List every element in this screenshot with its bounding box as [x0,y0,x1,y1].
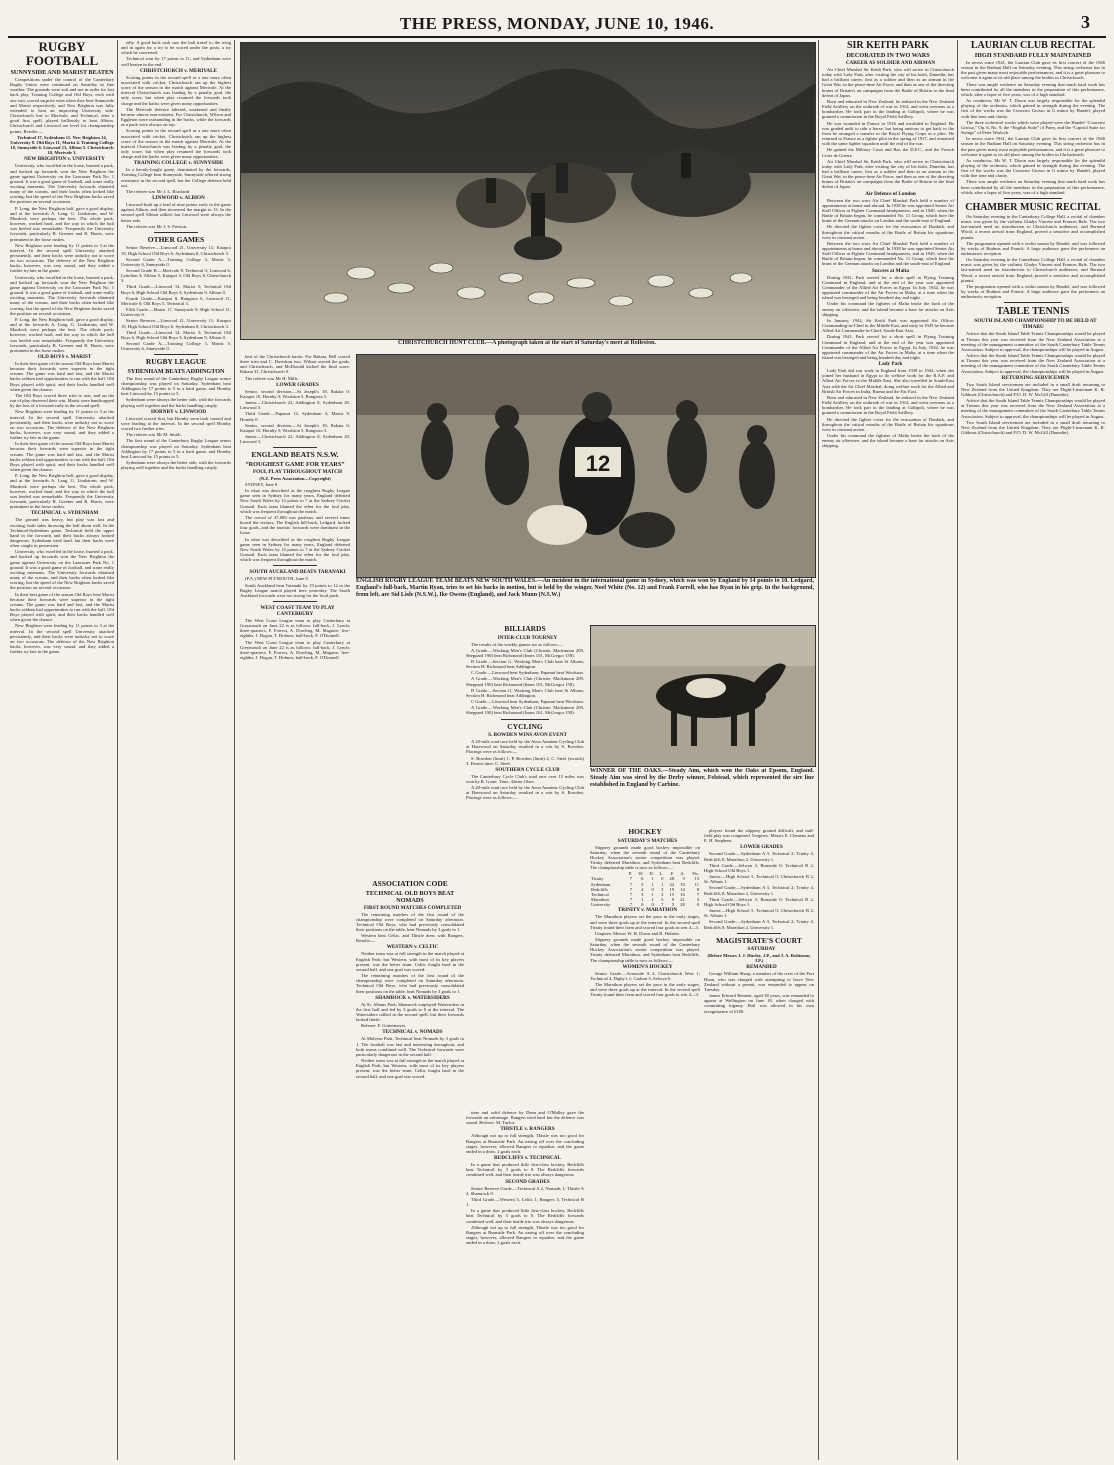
article-paragraph: In their best game of the season Old Boys beat Marist because their forwards were superior in the tight scrums. The game was hard and fast, and the Marist backs seldom had opportunities to run with the ball. Old Boys played with spirit, and their backs handled well when given the chance. [10,360,114,392]
photo-caption-rugby-league: ENGLISH RUGBY LEAGUE TEAM BEATS NEW SOUTH WALES.—An incident in the international game in Sydney, which was won by England by 14 points to 10. Ledgard, England's full-back, Martin Ryan, tries to set his backs in motion, but is held by the winger, Noel White (No. 12) and Frank Farrell, who has Ryan in his grip. In the background, from left, are Sid Lisle (N.S.W.), Ike Owens (England), and Jack Munn (N.S.W.) [356,578,814,598]
article-paragraph: The crowd of 47,000 was partisan, and several times booed the visitors. The English full-back, Ledgard, kicked four goals, and the tourists' forwards were dominant in the loose. [240,514,350,536]
table-header-cell: Pts. [692,871,699,877]
table-cell: 3 [661,886,664,892]
article-paragraph: time and solid defence by Dean and O'Malley gave the forwards an advantage. Rangers tried hard but the defence was sound. Referee: M. Taylor. [466,1110,584,1126]
headline-association-code: ASSOCIATION CODE [372,880,448,888]
results-paragraph: Senior Grade.—Avonside A 2, Christchurch West 1; Technical 4, Digby's 1; Carlton 3, Selwyn 0. [590,970,700,981]
results-paragraph: Senior Reserve.—Linwood 21, University 11; Kaiapoi 19, High School Old Boys 6; Sydenham 8, Christchurch 3. [121,245,231,256]
article-paragraph: Scoring points in the second spell at a rate more often associated with cricket, Christchurch ran up the highest score of the season in the match against Merivale. At the interval Christchurch was leading by a penalty goal, the only score; but when play resumed the forwards took charge and the backs were given many opportunities. [121,128,231,160]
article-paragraph: Under his command the fighters of Malta broke the back of the enemy air offensive, and the island became a base for attacks on Axis shipping. [822,433,954,449]
results-paragraph: Senior, second division.—St Joseph's 18, Rakaia 0; Kaiapoi 10, Hornby 3; Woolston 5, Rangiora 3. [240,388,350,399]
article-paragraph: Neither team was at full strength in the match played at English Park; but Western, with most of its key players present, was the better team. Celtic fought hard in the second half, and one goal was scored. [356,951,464,972]
subhead-saturday: SATURDAY [747,946,776,953]
table-cell: 1 [651,897,654,903]
match-subhead: CHRISTCHURCH v. MERIVALE [139,67,217,74]
column-sir-keith-park [822,40,954,1460]
article-paragraph: New Brighton were leading by 11 points to 3 at the interval. In the second spell University attacked persistently, and their backs were unlucky not to score on two occasions. The defence of the New Brighton backs, however, was very sound, and they added a further try late in the game. [10,409,114,441]
results-list: Technical 17, Sydenham 11. New Brighton 14, University 8. Old Boys 11, Marist 4. Training College 10, Sunnyside 6. Linwood 13, Albion 5. Christchurch 10, Merivale 3. [10,134,114,156]
article-paragraph: The referee was Mr J. S. Preston. [126,223,188,229]
article-paragraph: Slippery grounds made good hockey impossible on Saturday, when the seventh round of the Canterbury Hockey Association's senior competition was played. Trinity defeated Marathon, and Sydenham beat Redcliffs. The championship table is now as follows:— [590,844,700,871]
article-paragraph: In recess since 1941, the Laurian Club gave its first concert of the 1946 season in the Radiant Hall on Saturday evening. This string orchestra has in the past given many most enjoyable performances, and it is a great pleasure to welcome it again to its old place among the bodies in Christchurch. [961,136,1105,157]
headline-rugby-football: RUGBY FOOTBALL [25,40,99,68]
table-cell: 4 [641,886,644,892]
results-paragraph: Second Grade B.—Merivale 8, Technical 3; Linwood 6, Lyttelton 3; Albion 5, Kaiapoi 3; Old Boys 8, Christchurch 3. [121,267,231,284]
table-cell: 7 [629,876,632,882]
article-paragraph: The three orchestral works which were played were the Handel “Concerto Grosso,” Op. 6, No. 9, the “English Suite” of Parry, and the “Capriol Suite for Strings” of Peter Warlock. [961,119,1105,136]
subhead-technical-old-boys: TECHNICAL OLD BOYS BEAT NOMADS [365,889,455,904]
table-cell: 0 [651,886,654,892]
divider [737,933,781,934]
subhead-air-defence: Air Defence of London [865,190,916,197]
table-cell: 11 [694,881,699,887]
press-association-credit: (N.Z. Press Association—Copyright) [259,475,331,481]
article-paragraph: There was ample evidence on Saturday evening that much hard work has been contributed by all the members in the preparation of this performance, which, after a lapse of five years, was of a high standard. [961,179,1105,195]
match-subhead: TECHNICAL v. NOMADS [382,1029,443,1036]
table-header-cell: W. [638,871,644,877]
divider [154,354,198,355]
table-cell: 5 [661,897,664,903]
table-cell: 21 [680,897,685,903]
magistrates-names: (Before Messrs J. J. Hurley, J.P., and J. A. Robinson, J.P.) [707,953,811,964]
match-subhead: WOMEN'S HOCKEY [622,963,673,970]
match-subhead: TECHNICAL v. SYDENHAM [30,510,99,517]
table-cell: 7 [661,902,664,908]
article-paragraph: A 20-mile road race held by the Avon Amateur Cycling Club at Harewood on Saturday resulted in a win by S. Bowden. Placings were as follows:— [466,739,584,755]
article-paragraph: The remaining matches of the first round of the championship were completed on Saturday afternoon. Technical Old Boys, who had previously consolidated their positions on the table, beat Nomads by 3 goals to 1. [356,911,464,932]
article-paragraph: The first round of the Canterbury Rugby League senior championship was played on Saturday. Sydenham beat Addington by 17 points to 5 in a hard game, and Hornby beat Linwood by 15 points to 5. [121,375,231,397]
article-paragraph: The Marathon players set the pace in the early stages, and were three goals up at the interval. In the second spell Trinity found their form and scored four goals to win 4—3. [590,914,700,930]
article-paragraph: Lady Park did war work in England from 1939 to 1944, when she joined her husband in Egypt to do welfare work for the R.A.F. and Allied Air Forces in the Middle East. She also travelled in South-East Asia with the Air Chief Marshal, doing welfare work for the Allied and British Air Forces in India, Burma and the Far East. [822,368,954,394]
article-paragraph: University, who excelled in the loose, hurried a pack, and backed up forwards won the New Brighton the game against University on the Lancaster Park No. 1 ground. It was a good game of football, and some really exciting moments. The University forwards obtained many of the scrums, and their backs often looked like scoring; but the speed of the New Brighton backs saved the position on several occasions. [10,163,114,205]
photo-caption-hunt-club: CHRISTCHURCH HUNT CLUB.—A photograph taken at the start of Saturday's meet at Rolleston. [398,340,656,346]
headline-table-tennis: TABLE TENNIS [996,306,1070,318]
article-paragraph: Neither team was at full strength in the match played at English Park; but Western, with most of its key players present, was the better team. Celtic fought hard in the second half, and one goal was scored. [356,1058,464,1079]
match-subhead: HORNBY v. LINWOOD [150,408,206,415]
column-rule [117,40,118,1460]
subhead-sunnyside-marist: SUNNYSIDE AND MARIST BEATEN [10,69,114,76]
article-paragraph: Linwood built up a lead of nine points early in the game against Albion, and then increased the margin to 13. In the second spell Albion rallied, but Linwood were always the better side. [121,202,231,223]
headline-laurian-club: LAURIAN CLUB RECITAL [970,40,1096,51]
match-subhead: SOUTHERN CYCLE CLUB [495,766,560,773]
article-paragraph: Between the two wars Air Chief Marshal Park held a number of appointments at home and abroad. In 1938 he was appointed Senior Air Staff Officer at Fighter Command headquarters, and in 1940, when the Battle of Britain began, he commanded No. 11 Group, which bore the brunt of the German attacks on London and the south-east of England. [822,240,954,267]
results-paragraph: Third Grade.—Selwyn 3, Burnside 0; Technical B 2, High School Old Boys 1. [704,896,814,907]
column-association-continued [466,1110,584,1455]
table-cell: 7 [629,886,632,892]
article-paragraph: At St. Albans Park, Shamrock outplayed Watersiders in the first half and led by 3 goals to 0 at the interval. The Watersiders rallied in the second spell, but their forwards lacked finish. [356,1001,464,1023]
table-cell: 0 [641,902,644,908]
article-paragraph: edly. A good back rush saw the ball travel to the wing and in again for a try to be scored under the posts, a try which he converted. [121,40,231,56]
table-cell: 9 [671,897,675,903]
article-paragraph: New Brighton were leading by 11 points to 3 at the interval. In the second spell University attacked persistently, and their backs were unlucky not to score on two occasions. The defence of the New Brighton backs, however, was very sound, and they added a further try late in the game. [10,242,114,274]
divider [273,565,317,566]
table-cell: 0 [661,876,664,882]
article-paragraph: New Brighton were leading by 11 points to 3 at the interval. In the second spell University attacked persistently, and their backs were unlucky not to score on two occasions. The defence of the New Brighton backs, however, was very sound, and they added a further try late in the game. [10,623,114,655]
table-cell: 3 [696,897,699,903]
table-cell: 7 [629,891,632,897]
table-cell: 1 [641,897,644,903]
article-paragraph: In their best game of the season Old Boys beat Marist because their forwards were superior in the tight scrums. The game was hard and fast, and the Marist backs seldom had opportunities to run with the ball. Old Boys played with spirit, and their backs handled well when given the chance. [10,441,114,473]
photo-rugby-league [356,354,816,578]
table-cell: 5 [641,881,644,887]
article-paragraph: Sydenham were always the better side, with the forwards playing well together and the backs handling crisply. [121,397,231,408]
article-paragraph: The programme opened with a violin sonata by Handel, and was followed by works of Brahms and Franck. A large audience gave the performers an enthusiastic reception. [961,240,1105,256]
article-paragraph: Advice that the South Island Table Tennis Championships would be played at Timaru this year was received from the New Zealand Association at a meeting of the management committee of the South Canterbury Table Tennis Association. Subject to approval, the championships will be played in August. [961,398,1105,419]
article-paragraph: He was wounded in France in 1916 and invalided to England. He was graded unfit to ride a horse, but being anxious to get back to the front he arranged a transfer to the Royal Flying Corps as a pilot. He returned to France as a fighter pilot in the spring of 1917, and remained with the same fighter squadron until the end of the war. [822,120,954,147]
table-cell: 28 [669,876,675,882]
table-cell: 7 [629,902,632,908]
article-paragraph: The referee was Mr H. Mills. [245,375,299,381]
article-paragraph: Under his command the fighters of Malta broke the back of the enemy air offensive, and the island became a base for attacks on Axis shipping. [822,301,954,317]
column-magistrates-court [704,828,814,1455]
article-paragraph: Competitions under the control of the Canterbury Rugby Union were continued on Saturday in fine weather. The grounds were soft and not in order for fast back play. Training College and Old Boys, each with one win, scored surprise wins when they beat Sunnyside and Marist respectively, and New Brighton was fully extended to beat an improving University side. Christchurch lost to Merivale, and Technical, after a good first spell, played brilliantly to beat Albion. Christchurch and Linwood are level for championship points. Results:— [10,77,114,134]
article-paragraph: players found the slippery ground difficult, and mid-field play was congested. Umpires: Messrs E. Clemens and E. H. Stephens. [704,828,814,844]
subhead-south-auckland: SOUTH AUCKLAND BEATS TARANAKI [249,569,346,576]
table-cell: 0 [651,902,654,908]
table-cell: 7 [629,881,632,887]
dateline: SYDNEY, June 9. [245,482,279,487]
article-paragraph: George William Sharp, a member of the crew of the Port Huon, who was charged with attempting to leave New Zealand without a permit, was remanded to appear on Tuesday. [704,971,814,992]
table-cell: Trinity [591,876,604,882]
article-paragraph: The West Coast League team to play Canterbury at Greymouth on June 22 is as follows: full-back, J. Lynch; three-quarters, F. Forrest, A. Dowling, M. Maguire; five-eighths, J. Hogan, T. Holmes; half-back, F. O'Donnell. [240,617,350,639]
article-paragraph: Sydenham were always the better side, with the forwards playing well together and the backs handling crisply. [121,460,231,471]
table-cell: 22 [669,881,675,887]
hunt-club-photo-image [241,43,815,339]
article-paragraph: In what was described as the roughest Rugby League game seen in Sydney for many years, England defeated New South Wales by 14 points to 7 at the Sydney Cricket Ground. Each team blamed the other for the foul play, which was frequent throughout the match. [240,488,350,514]
article-paragraph: Two South Island servicemen are included in a small draft returning to New Zealand from the United Kingdom. They are Flight-Lieutenant K. R. Gibbons (Christchurch) and F/O. D. W. McGill (Dunedin). [961,381,1105,397]
subhead-career: CAREER AS SOLDIER AND AIRMAN [845,60,936,66]
article-paragraph: During 1941, Park served for a short spell in Flying Training Command in England, and at the end of the year was appointed Commander of the Allied Air Forces in Egypt. In July, 1942, he was appointed commander of the Air Forces in Malta, at a time when the island was besieged and being bombed day and night. [822,274,954,301]
table-header-cell: D. [649,871,654,877]
article-paragraph: On Saturday evening in the Canterbury College Hall, a recital of chamber music was given by the violinist Gladys Vincent and Frances Bale. The two last-named need no introduction to Christchurch audiences, and Bernard Wood, a recent arrival from England, proved a sensitive and accomplished pianist. [961,257,1105,283]
page-number: 3 [1081,12,1090,32]
article-paragraph: Western beat Celtic, and Thistle drew with Rangers. Results:— [356,933,464,944]
match-subhead: THISTLE v. RANGERS [500,1126,555,1133]
subhead-high-standard: HIGH STANDARD FULLY MAINTAINED [974,52,1092,59]
article-paragraph: James Edward Bennett, aged 38 years, was remanded to appear at Wellington on June 18, when charged with committing bigamy. Bail was allowed in his own recognisance of £100. [704,993,814,1014]
results-paragraph: Junior.—Christchurch 22, Addington 0; Sydenham 20, Linwood 3. [240,400,350,411]
results-paragraph: Third Grade.—Western 5, Celtic 1; Rangers 3, Technical B 1. [466,1196,584,1208]
article-paragraph: He directed the fighter cover for the evacuation of Dunkirk, and throughout the critical months of the Battle of Britain his squadrons were in constant action. [822,416,954,432]
column-rule [957,40,958,1460]
results-paragraph: B Grade.—Section G: Working Men's Club beat St Albans; Section H: Richmond beat Addington. [466,687,584,698]
column-hockey [590,828,700,1455]
table-cell: 14 [680,886,685,892]
headline-billiards: BILLIARDS [504,625,546,633]
results-paragraph: Junior.—High School 5, Technical 0; Christchurch B 2, St. Albans 1. [704,908,814,919]
article-paragraph: In a keenly-fought game, dominated by the forwards, Training College beat Sunnyside. Sunnyside offered strong resistance in the second spell, but the College defence held out. [121,167,231,188]
subhead-west-coast: WEST COAST TEAM TO PLAY CANTERBURY [260,604,335,617]
match-subhead: NEW BRIGHTON v. UNIVERSITY [24,156,105,163]
article-paragraph: The Canterbury Cycle Club's road race over 15 miles was won by R. Grant. Time, 42min 10sec. [466,773,584,784]
headline-chamber-music: CHAMBER MUSIC RECITAL [965,201,1101,213]
table-header-cell: L. [659,871,664,877]
table-cell: 28 [680,902,685,908]
article-paragraph: Advice that the South Island Table Tennis Championships would be played at Timaru this year was received from the New Zealand Association at a meeting of the management committee of the South Canterbury Table Tennis Association. Subject to approval, the championships will be played in August. [961,331,1105,352]
article-paragraph: Umpires: Messrs W. H. Down and R. Holmes. [595,930,681,936]
column-england-beats-nsw [240,354,350,1454]
article-paragraph: Scoring points in the second spell at a rate more often associated with cricket, Christchurch ran up the highest score of the season in the match against Merivale. At the interval Christchurch was leading by a penalty goal, the only score; but when play resumed the forwards took charge and the backs were given many opportunities. [121,74,231,106]
table-cell: Marathon [591,897,609,903]
results-paragraph: Second Grade.—Sydenham A 3, Technical 2; Trinity 4, Redcliffs 0; Marathon 2, University 1. [704,885,814,896]
table-cell: 8 [696,886,699,892]
subhead-remanded: REMANDED [746,964,777,971]
photo-steady-aim [590,625,816,767]
subhead-sydenham-addington: SYDENHAM BEATS ADDINGTON [127,367,225,375]
results-paragraph: Senior, second division.—St Joseph's 18, Rakaia 0; Kaiapoi 10, Hornby 3; Woolston 5, Rangiora 3. [240,422,350,433]
subhead-inter-club: INTER-CLUB TOURNEY [497,634,558,641]
table-header-cell: P. [628,871,632,877]
article-paragraph: South Auckland beat Taranaki by 19 points to 12 in the Rugby League match played here yesterday. The South Auckland forwards were too strong for the local pack. [240,582,350,598]
article-paragraph: In a game that produced little first-class hockey, Redcliffs beat Technical by 3 goals to 0. The Redcliffs forwards combined well, and their inside trio was always dangerous. [466,1162,584,1178]
subhead-saturdays-matches: SATURDAY'S MATCHES [617,837,678,844]
results-paragraph: Senior Reserve.—Linwood 21, University 11; Kaiapoi 19, High School Old Boys 6; Sydenham 8, Christchurch 3. [121,318,231,329]
results-paragraph: A Grade.—Working Men's Club (Christie, Mackinnon 209, Sheppard 190) beat Richmond (Innes 101, McGregor 158). [466,647,584,658]
results-paragraph: B Grade.—Section G: Working Men's Club beat St Albans; Section H: Richmond beat Addington. [466,658,584,670]
article-paragraph: In a game that produced little first-class hockey, Redcliffs beat Technical by 3 goals to 0. The Redcliffs forwards combined well, and their inside trio was always dangerous. [466,1208,584,1224]
results-paragraph: Fifth Grade.—Marist 17, Sunnyside 0; High School 11, University 6. [121,307,231,318]
article-paragraph: Between the two wars Air Chief Marshal Park held a number of appointments at home and abroad. In 1938 he was appointed Senior Air Staff Officer at Fighter Command headquarters, and in 1940, when the Battle of Britain began, he commanded No. 11 Group, which bore the brunt of the German attacks on London and the south-east of England. [822,197,954,224]
article-paragraph: Referee: F. Gottermeyer. [361,1023,407,1029]
article-paragraph: In recess since 1941, the Laurian Club gave its first concert of the 1946 season in the Radiant Hall on Saturday evening. This string orchestra has in the past given many most enjoyable performances, and it is a great pleasure to welcome it again to its old place among the bodies in Christchurch. [961,60,1105,81]
table-cell: 9 [682,876,685,882]
dateline: (P.A.) NEW PLYMOUTH, June 9. [245,576,309,582]
table-cell: 3 [641,891,644,897]
table-cell: University [591,902,611,908]
article-paragraph: As conductor, Mr W. T. Dixon was largely responsible for the splendid playing of the orchestra, which gained in strength during the evening. The first of the works was the Concerto Grosso in G minor by Handel, played with fine tone and clarity. [961,157,1105,179]
divider [273,601,317,602]
table-cell: 5 [671,902,675,908]
column-rugby-football [10,40,114,1460]
article-paragraph: The results of the weekly games are as follows:— [471,641,563,647]
divider [273,447,317,448]
results-paragraph: S. Bowden (limit) 1, P. Bowden (limit) 2, C. Steel (scratch) 3. Fastest time: C. Steel. [466,755,584,766]
article-paragraph: P. Long, the New Brighton half, gave a good display, and at the forwards A. Lang, G. Lindstrom, and W. Murdock were perhaps the best. The whole pack, however, worked hard, and the way in which the ball was heeled was remarkable. Frequently the University forwards, particularly B. Greener and R. Harris, were prominent in the loose rushes. [10,316,114,353]
table-cell: 1 [661,881,664,887]
column-rule [234,40,235,1460]
article-paragraph: The Old Boys scored three tries to one, and on the run of play deserved their win. Marist were handicapped by the loss of a forward early in the second spell. [10,392,114,409]
article-paragraph: University, who excelled in the loose, hurried a pack, and backed up forwards won the New Brighton the game against University on the Lancaster Park No. 1 ground. It was a good game of football, and some really exciting moments. The University forwards obtained many of the scrums, and their backs often looked like scoring; but the speed of the New Brighton backs saved the position on several occasions. [10,274,114,316]
article-paragraph: Born and educated in New Zealand, he enlisted in the New Zealand Field Artillery on the outbreak of war in 1914, and went overseas as a bombardier. He took part in the landing at Gallipoli, where he was granted a commission in the Royal Field Artillery. [822,98,954,120]
photo-caption-steady-aim: WINNER OF THE OAKS.—Steady Aim, which won the Oaks at Epsom, England. Steady Aim was sired by the Derby winner, Felstead, which represented the sire line established in England by Carbine. [590,768,814,788]
article-paragraph: best of the Christchurch backs. For Rakaia, Bell scored three tries and C. Davidson two. Wilson scored the goals, and Christchurch, and McDonald kicked the final score: Rakaia 31, Christchurch 0. [240,354,350,375]
article-paragraph: Although not up to full strength, Thistle was too good for Rangers at Burnside Park. An easing off over the concluding stages, however, allowed Rangers to equalise, and the game ended in a draw, 2 goals each. [466,1224,584,1246]
article-paragraph: During 1941, Park served for a short spell in Flying Training Command in England, and at the end of the year was appointed Commander of the Allied Air Forces in Egypt. In July, 1942, he was appointed commander of the Air Forces in Malta, at a time when the island was besieged and being bombed day and night. [822,334,954,360]
results-paragraph: Second Grade A.—Training College 3, Marist 3; University 6, Sunnyside 0. [121,256,231,267]
steady-aim-photo-image [591,626,815,766]
article-paragraph: In their best game of the season Old Boys beat Marist because their forwards were superior in the tight scrums. The game was hard and fast, and the Marist backs seldom had opportunities to run with the ball. Old Boys played with spirit, and their backs handled well when given the chance. [10,591,114,623]
masthead [0,0,1114,38]
results-paragraph: Second Grade.—Sydenham A 3, Technical 2; Trinity 4, Redcliffs 0; Marathon 2, University 1. [704,919,814,930]
subhead-decorated: DECORATED IN TWO WARS [846,52,930,59]
results-paragraph: Fourth Grade.—Kaiapoi 8, Rangiora 6; Linwood 11, Merivale 0; Old Boys 5, Technical 3. [121,295,231,306]
table-cell: 1 [651,881,654,887]
results-paragraph: Third Grade.—Linwood 14, Marist 3; Technical Old Boys 6, High School Old Boys 3; Sydenham 9, Albion 0. [121,284,231,295]
article-paragraph: The referee was Mr M. Smith. [126,432,182,438]
results-paragraph: Second Grade.—Sydenham A 3, Technical 2; Trinity 4, Redcliffs 0; Marathon 2, University 1. [704,851,814,862]
results-paragraph: A Grade.—Working Men's Club (Christie, Mackinnon 209, Sheppard 190) beat Richmond (Innes 101, McGregor 158). [466,705,584,716]
subhead-bowden-wins: S. BOWDEN WINS AVON EVENT [488,732,567,739]
results-paragraph: Junior.—Christchurch 22, Addington 0; Sydenham 20, Linwood 3. [240,434,350,445]
column-laurian-club [961,40,1105,1460]
article-paragraph: Born and educated in New Zealand, he enlisted in the New Zealand Field Artillery on the outbreak of war in 1914, and went overseas as a bombardier. He took part in the landing at Gallipoli, where he was granted a commission in the Royal Field Artillery. [822,394,954,416]
subhead-first-round: FIRST ROUND MATCHES COMPLETED [363,904,462,911]
jersey-number-12: 12 [585,451,611,476]
article-paragraph: As conductor, Mr W. T. Dixon was largely responsible for the splendid playing of the orchestra, which gained in strength during the evening. The first of the works was the Concerto Grosso in G minor by Handel, played with fine tone and clarity. [961,98,1105,119]
photo-hunt-club [240,42,816,340]
results-paragraph: Junior.—High School 5, Technical 0; Christchurch B 2, St. Albans 1. [704,874,814,885]
article-paragraph: The Marathon players set the pace in the early stages, and were three goals up at the interval. In the second spell Trinity found their form and scored four goals to win 4—3. [590,982,700,998]
match-subhead: SECOND GRADES [505,1178,550,1185]
article-paragraph: University, who excelled in the loose, hurried a pack, and backed up forwards won the New Brighton the game against University on the Lancaster Park No. 1 ground. It was a good game of football, and some really exciting moments. The University forwards obtained many of the scrums, and their backs often looked like scoring; but the speed of the New Brighton backs saved the position on several occasions. [10,549,114,591]
divider [1004,302,1062,303]
match-subhead: SHAMROCK v. WATERSIDERS [375,994,450,1001]
results-paragraph: Third Grade.—Linwood 14, Marist 3; Technical Old Boys 6, High School Old Boys 3; Sydenham 9, Albion 0. [121,329,231,340]
match-subhead: LINWOOD v. ALBION [152,195,205,202]
column-rule [818,40,819,1460]
article-paragraph: A 20-mile road race held by the Avon Amateur Cycling Club at Harewood on Saturday resulted in a win by S. Bowden. Placings were as follows:— [466,785,584,801]
subhead-returning-servicemen: RETURNING SERVICEMEN [1001,374,1070,381]
results-paragraph: Second Grade A.—Training College 3, Marist 3; University 6, Sunnyside 0. [121,341,231,352]
article-paragraph: There was ample evidence on Saturday evening that much hard work has been contributed by all the members in the preparation of this performance, which, after a lapse of five years, was of a high standard. [961,81,1105,97]
subhead-foul-play: FOUL PLAY THROUGHOUT MATCH [252,468,343,475]
table-cell: 1 [651,891,654,897]
table-cell: 10 [680,881,685,887]
headline-hockey: HOCKEY [628,828,662,836]
article-paragraph: He gained the Military Cross and Bar, the D.F.C., and the French Croix de Guerre. [822,147,954,158]
table-cell: 15 [669,891,675,897]
match-subhead: LOWER GRADES [276,381,319,388]
table-cell: Sydenham [591,881,611,887]
article-paragraph: In what was described as the roughest Rugby League game seen in Sydney for many years, England defeated New South Wales by 14 points to 7 at the Sydney Cricket Ground. Each team blamed the other for the foul play, which was frequent throughout the match. [240,536,350,563]
table-cell: 16 [680,891,685,897]
subhead-south-island-championship: SOUTH ISLAND CHAMPIONSHIP TO BE HELD AT TIMARU [974,318,1097,331]
table-cell: 1 [651,876,654,882]
results-paragraph: A Grade.—Working Men's Club (Christie, Mackinnon 209, Sheppard 190) beat Richmond (Innes 101, McGregor 158). [466,676,584,687]
article-paragraph: The ground was heavy, but play was fast and exciting, both sides throwing the ball about well. In the Technical-Sydenham game, Technical held the upper hand in the forwards and their backs always looked dangerous. Sydenham tried hard, but their backs were often caught in possession. [10,517,114,549]
divider [154,232,198,233]
table-cell: Redcliffs [591,886,608,892]
article-paragraph: At Malvern Park, Technical beat Nomads by 3 goals to 1. The football was fast and interesting throughout, and both teams combined well. The Technical forwards were particularly dangerous in the second half. [356,1036,464,1057]
article-paragraph: Two South Island servicemen are included in a small draft returning to New Zealand from the United Kingdom. They are Flight-Lieutenant K. R. Gibbons (Christchurch) and F/O. D. W. McGill (Dunedin). [961,419,1105,436]
subhead-roughest-game: “ROUGHEST GAME FOR YEARS” [245,460,345,468]
subhead-lady-park: Lady Park [878,361,903,368]
headline-sir-keith-park: SIR KEITH PARK [846,40,930,51]
table-cell: 6 [641,876,644,882]
article-paragraph: Advice that the South Island Table Tennis Championships would be played at Timaru this year was received from the New Zealand Association at a meeting of the management committee of the South Canterbury Table Tennis Association. Subject to approval, the championships will be played in August. [961,353,1105,374]
table-cell: 19 [669,886,675,892]
article-paragraph: The first round of the Canterbury Rugby League senior championship was played on Saturday. Sydenham beat Addington by 17 points to 5 in a hard game, and Hornby beat Linwood by 15 points to 5. [121,438,231,459]
hockey-championship-table [590,871,700,907]
article-paragraph: The programme opened with a violin sonata by Handel, and was followed by works of Brahms and Franck. A large audience gave the performers an enthusiastic reception. [961,283,1105,300]
table-cell: 3 [661,891,664,897]
newspaper-title: THE PRESS, MONDAY, JUNE 10, 1946. [399,14,715,33]
headline-other-games: OTHER GAMES [147,234,205,244]
subhead-success-malta: Success at Malta [872,267,909,274]
rugby-league-photo-image [357,355,815,577]
article-paragraph: The West Coast League team to play Canterbury at Greymouth on June 22 is as follows: full-back, J. Lynch; three-quarters, F. Forrest, A. Dowling, M. Maguire; five-eighths, J. Hogan, T. Holmes; half-back, F. O'Donnell. [240,639,350,661]
match-subhead: REDCLIFFS v. TECHNICAL [494,1155,561,1162]
column-association-code [356,880,464,1455]
results-paragraph: C Grade.—Linwood beat Sydenham; Papanui beat Woolston. [471,699,584,705]
headline-cycling: CYCLING [507,721,543,731]
results-paragraph: Third Grade.—Selwyn 3, Burnside 0; Technical B 2, High School Old Boys 1. [704,862,814,873]
article-paragraph: The remaining matches of the first round of the championship were completed on Saturday afternoon. Technical Old Boys, who had previously consolidated their positions on the table, beat Nomads by 3 goals to 1. [356,973,464,994]
divider [501,719,548,720]
article-paragraph: The referee was Mr J. L. Rowland. [126,188,191,194]
table-header-cell: A. [680,871,685,877]
article-paragraph: In January, 1944, Sir Keith Park was appointed Air Officer Commanding-in-Chief in the Middle East, and early in 1945 he became Allied Air Commander-in-Chief, South-East Asia. [822,317,954,334]
table-header-cell: F. [670,871,675,877]
headline-rugby-league: RUGBY LEAGUE [145,357,207,367]
table-cell: 7 [629,897,632,903]
table-cell: 7 [696,891,699,897]
match-subhead: LOWER GRADES [740,844,783,851]
article-paragraph: Air Chief Marshal Sir Keith Park, who will arrive in Christchurch today with Lady Park, after visiting the city of his birth, Dunedin, has had a brilliant career, first as a soldier and then as an airman in the Great War, in the peace-time Air Force, and then as one of the directing brains of Britain's air campaigns from the Battle of Britain to the final defeat of Japan. [822,67,954,98]
column-rugby-continued [121,40,231,1460]
article-paragraph: P. Long, the New Brighton half, gave a good display, and at the forwards A. Lang, G. Lindstrom, and W. Murdock were perhaps the best. The whole pack, however, worked hard, and the way in which the ball was heeled was remarkable. Frequently the University forwards, particularly B. Greener and R. Harris, were prominent in the loose rushes. [10,473,114,510]
article-paragraph: The Merivale defence faltered, weakened and finally became almost non-existent. For Christchurch, Wilson and Eggleton were outstanding in the backs, while the forwards as a pack were always on top. [121,106,231,128]
article-paragraph: On Saturday evening in the Canterbury College Hall, a recital of chamber music was given by the violinist Gladys Vincent and Frances Bale. The two last-named need no introduction to Christchurch audiences, and Bernard Wood, a recent arrival from England, proved a sensitive and accomplished pianist. [961,213,1105,240]
article-paragraph: Linwood scored first, but Hornby soon took control and were leading at the interval. In the second spell Hornby scored two further tries. [121,415,231,432]
article-paragraph: He directed the fighter cover for the evacuation of Dunkirk, and throughout the critical months of the Battle of Britain his squadrons were in constant action. [822,224,954,240]
article-paragraph: Although not up to full strength, Thistle was too good for Rangers at Burnside Park. An easing off over the concluding stages, however, allowed Rangers to equalise, and the game ended in a draw, 2 goals each. [466,1133,584,1154]
article-paragraph: Slippery grounds made good hockey impossible on Saturday, when the seventh round of the Canterbury Hockey Association's senior competition was played. Trinity defeated Marathon, and Sydenham beat Redcliffs. The championship table is now as follows:— [590,937,700,963]
match-subhead: OLD BOYS v. MARIST [37,353,92,360]
results-paragraph: C Grade.—Linwood beat Sydenham; Papanui beat Woolston. [471,670,584,676]
match-subhead: TRAINING COLLEGE v. SUNNYSIDE [133,160,224,167]
masthead-rule [8,36,1106,38]
table-cell: 0 [696,902,699,908]
results-paragraph: Senior Reserve Grade.—Technical A 2, Nomads 1; Thistle A 2, Shamrock 0. [466,1185,584,1196]
headline-magistrates-court: MAGISTRATE'S COURT [716,935,802,945]
article-paragraph: Air Chief Marshal Sir Keith Park, who will arrive in Christchurch today with Lady Park, after visiting the city of his birth, Dunedin, has had a brilliant career, first as a soldier and then as an airman in the Great War, in the peace-time Air Force, and then as one of the directing brains of Britain's air campaigns from the Battle of Britain to the final defeat of Japan. [822,158,954,190]
article-paragraph: P. Long, the New Brighton half, gave a good display, and at the forwards A. Lang, G. Lindstrom, and W. Murdock were perhaps the best. The whole pack, however, worked hard, and the way in which the ball was heeled was remarkable. Frequently the University forwards, particularly B. Greener and R. Harris, were prominent in the loose rushes. [10,205,114,242]
table-cell: Technical [591,891,609,897]
article-paragraph: Technical won by 17 points to 11, and Sydenham were well beaten in the end. [121,56,231,67]
table-cell: 13 [694,876,699,882]
results-paragraph: Third Grade.—Papanui 12, Sydenham 3; Marist 9, Hornby 0. [240,411,350,422]
match-subhead: TRINITY v. MARATHON [617,907,678,914]
match-subhead: WESTERN v. CELTIC [386,944,439,951]
divider [1004,198,1062,199]
headline-england-beats-nsw: ENGLAND BEATS N.S.W. [251,450,339,460]
